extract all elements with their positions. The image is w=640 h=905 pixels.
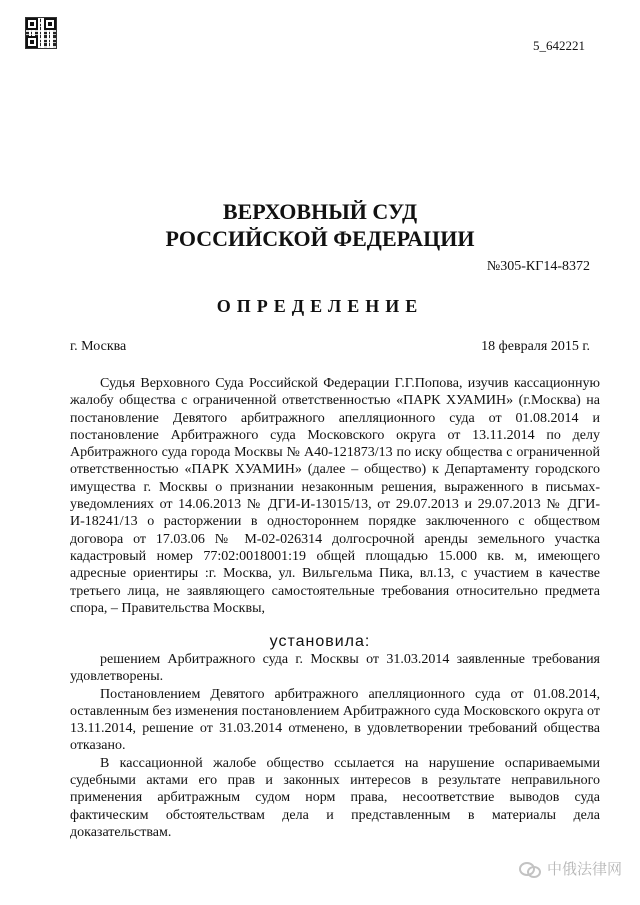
court-name-line1: ВЕРХОВНЫЙ СУД: [222, 199, 418, 224]
paragraph: В кассационной жалобе общество ссылается на нарушение оспариваемыми судебными актами его прав и законных интересов в результате неправильного применения арбитражным судом норм права, несоответствие выводов суда фактическим обстоятельствам дела и представленным в материалы дела доказательствам.: [70, 755, 600, 840]
city: г. Москва: [70, 339, 127, 354]
paragraph: решением Арбитражного суда г. Москвы от 31.03.2014 заявленные требования удовлетворены.: [70, 652, 600, 685]
intro-paragraph: Судья Верховного Суда Российской Федерации Г.Г.Попова, изучив кассационную жалобу общества с ограниченной ответственностью «ПАРК ХУАМИН» (г.Москва) на постановление Девятого арбитражного апелляционного суда от 01.08.2014 и постановление Арбитражного суда Московского округа от 13.11.2014 по делу Арбитражного суда города Москвы № А40-121873/13 по иску общества с ограниченной ответственностью «ПАРК ХУАМИН» (далее – общество) к Департаменту городского имущества г. Москвы о признании незаконным решения, выраженного в письмах-уведомлениях от 14.06.2013 № ДГИ-И-13015/13, от 29.07.2013 и 29.07.2013 № ДГИ-И-18241/13 о расторжении в одностороннем порядке заключенного с обществом договора от 17.03.06 № М-02-026314 долгосрочной аренды земельного участка кадастровый номер 77:02:0018001:19 общей площадью 15.000 кв. м, имеющего адресные ориентиры :г. Москва, ул. Вильгельма Пика, вл.13, с участием в качестве третьего лица, не заявляющего самостоятельные требования относительно предмета спора, – Правительства Москвы,: [70, 376, 600, 616]
established-heading: установила:: [269, 633, 371, 650]
watermark-text: 中俄法律网: [546, 860, 622, 878]
paragraph: Постановлением Девятого арбитражного апелляционного суда от 01.08.2014, оставленным без изменения постановлением Арбитражного суда Московского округа от 13.11.2014, решение от 31.03.2014 отменено, в удовлетворении требований общества отказано.: [70, 686, 600, 754]
document-id: 5_642221: [533, 38, 585, 53]
case-number: №305-КГ14-8372: [486, 259, 590, 274]
date: 18 февраля 2015 г.: [481, 339, 590, 354]
ruling-block: [70, 651, 600, 841]
intro-block: [70, 375, 600, 617]
wechat-icon: [519, 860, 541, 878]
court-name-line2: РОССИЙСКОЙ ФЕДЕРАЦИИ: [165, 226, 475, 251]
watermark: [519, 858, 622, 879]
qr-code: [26, 18, 56, 48]
document-heading: ОПРЕДЕЛЕНИЕ: [216, 296, 424, 316]
